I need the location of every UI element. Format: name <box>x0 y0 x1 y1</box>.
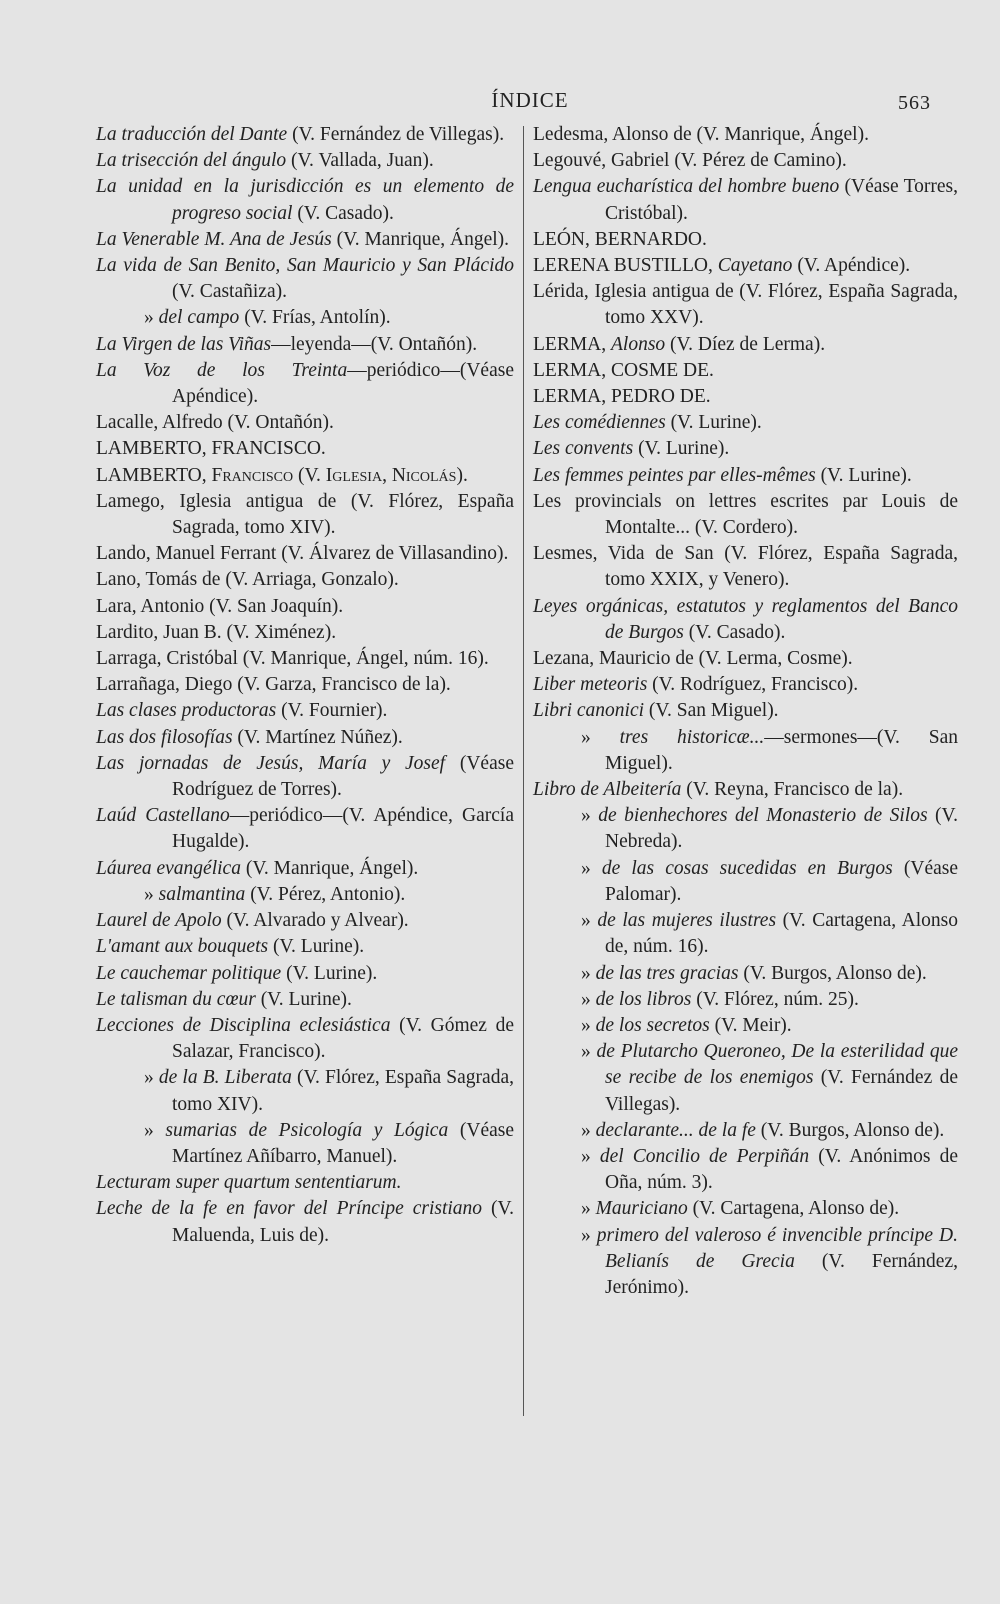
entry-text: Lamego, Iglesia antigua de (V. Flórez, España Sagrada, tomo XIV). <box>96 490 514 539</box>
index-entry <box>96 698 514 724</box>
index-entry <box>96 463 514 489</box>
entry-title: Les convents <box>533 438 634 460</box>
index-entry <box>96 358 514 410</box>
index-entry <box>533 436 958 462</box>
entry-text: (V. Lurine). <box>268 936 365 958</box>
entry-title: tres historicæ... <box>619 726 765 748</box>
page-title: ÍNDICE <box>491 88 569 112</box>
entry-text: (V. Lurine). <box>255 988 352 1010</box>
entry-text: (V. Lurine). <box>281 962 378 984</box>
index-entry <box>533 1118 958 1144</box>
entry-text: (Véase Palomar). <box>605 857 959 905</box>
entry-text: Lara, Antonio (V. San Joaquín). <box>96 595 344 617</box>
entry-text: Lérida, Iglesia antigua de (V. Flórez, España Sagrada, tomo XXV). <box>533 281 958 329</box>
entry-text: (V. Frías, Antolín). <box>239 307 391 329</box>
index-entry <box>96 227 514 253</box>
index-entry <box>96 908 514 934</box>
entry-title: Mauriciano <box>595 1198 688 1220</box>
entry-text: (V. Flórez, España Sagrada, tomo XIV). <box>172 1067 514 1115</box>
index-entry <box>96 1170 514 1196</box>
entry-text: (V. Apéndice). <box>792 255 911 277</box>
entry-text: LERMA, PEDRO DE. <box>533 386 711 408</box>
entry-title: Las clases productoras <box>96 700 277 722</box>
entry-title: Libri canonici <box>533 700 645 722</box>
left-column <box>96 122 514 1249</box>
entry-text: (V. Lurine). <box>633 438 730 460</box>
entry-title: Cayetano <box>717 255 793 277</box>
entry-text: (V. Casado). <box>683 621 786 643</box>
index-entry <box>533 148 958 174</box>
index-entry <box>96 122 514 148</box>
entry-text: Ledesma, Alonso de (V. Manrique, Ángel). <box>533 124 869 145</box>
entry-text: Larraga, Cristóbal (V. Manrique, Ángel, núm. 16). <box>96 648 489 670</box>
entry-title: primero del valeroso é invencible príncipe D. Belianís de Grecia <box>596 1224 958 1272</box>
entry-title: Las jornadas de Jesús, María y Josef <box>96 752 446 774</box>
entry-text: —leyenda—(V. Ontañón). <box>271 333 478 355</box>
entry-text: Larrañaga, Diego (V. Garza, Francisco de la). <box>96 674 451 696</box>
entry-text: Lezana, Mauricio de (V. Lerma, Cosme). <box>533 648 853 670</box>
page-number: 563 <box>898 92 931 114</box>
entry-title: Laurel de Apolo <box>96 910 222 932</box>
entry-text: (V. Fernández, Jerónimo). <box>605 1250 958 1298</box>
entry-text: (V. Vallada, Juan). <box>286 150 434 172</box>
index-entry <box>96 856 514 882</box>
entry-text: LAMBERTO, FRANCISCO. <box>96 438 326 460</box>
entry-title: Les comédiennes <box>533 412 666 434</box>
index-entry <box>96 148 514 174</box>
entry-title: de las mujeres ilustres <box>597 910 777 932</box>
entry-title: La unidad en la jurisdicción es un elemento de progreso social <box>96 176 514 224</box>
index-entry <box>533 463 958 489</box>
index-entry <box>533 672 958 698</box>
index-entry <box>533 646 958 672</box>
entry-text: (V. Cartagena, Alonso de). <box>687 1198 900 1220</box>
entry-text: (V. Reyna, Francisco de la). <box>681 779 904 801</box>
index-entry <box>533 1223 958 1302</box>
entry-text: (V. Lurine). <box>665 412 762 434</box>
index-entry <box>533 279 958 331</box>
entry-text: Legouvé, Gabriel (V. Pérez de Camino). <box>533 150 847 172</box>
entry-text: (V. Pérez, Antonio). <box>245 883 406 905</box>
entry-text: (Véase Rodríguez de Torres). <box>172 752 514 801</box>
entry-text: LAMBERTO, Francisco (V. Iglesia, Nicolás). <box>96 464 468 486</box>
index-entry <box>533 541 958 593</box>
entry-text: (V. Manrique, Ángel). <box>240 857 419 879</box>
entry-text: (Véase Martínez Añíbarro, Manuel). <box>172 1119 515 1167</box>
index-entry <box>533 384 958 410</box>
index-entry <box>533 489 958 541</box>
index-entry <box>533 227 958 253</box>
index-entry <box>533 174 958 226</box>
entry-text: (V. Flórez, núm. 25). <box>691 988 859 1010</box>
entry-text: Les provincials on lettres escrites par Louis de Montalte... (V. Cordero). <box>533 490 958 539</box>
index-entry <box>96 253 514 305</box>
index-entry <box>96 1196 514 1248</box>
entry-title: del campo <box>158 307 240 329</box>
index-entry <box>96 410 514 436</box>
entry-text: —periódico—(V. Apéndice, García Hugalde). <box>172 805 514 853</box>
entry-text: Lesmes, Vida de San (V. Flórez, España Sagrada, tomo XXIX, y Venero). <box>533 543 958 591</box>
index-entry <box>533 1144 958 1196</box>
index-entry <box>96 1118 514 1170</box>
entry-text: Lano, Tomás de (V. Arriaga, Gonzalo). <box>96 569 399 591</box>
index-entry <box>96 882 514 908</box>
entry-text: (V. Alvarado y Alvear). <box>221 910 409 932</box>
entry-title: de las tres gracias <box>595 962 739 984</box>
entry-title: de las cosas sucedidas en Burgos <box>601 857 893 879</box>
entry-text: Lacalle, Alfredo (V. Ontañón). <box>96 412 334 434</box>
entry-text: (V. Lurine). <box>815 464 912 486</box>
entry-title: La Virgen de las Viñas <box>96 333 272 355</box>
entry-title: salmantina <box>158 883 246 905</box>
entry-title: de los secretos <box>595 1014 710 1036</box>
entry-text: (V. San Miguel). <box>644 700 779 722</box>
index-entry <box>533 698 958 724</box>
entry-text: LEÓN, BERNARDO. <box>533 228 707 250</box>
index-entry <box>96 489 514 541</box>
entry-title: Las dos filosofías <box>96 726 233 748</box>
index-entry <box>533 332 958 358</box>
entry-text: (V. Nebreda). <box>605 805 958 853</box>
index-entry <box>96 567 514 593</box>
entry-text: (V. Rodríguez, Francisco). <box>647 674 859 696</box>
entry-text: Lardito, Juan B. (V. Ximénez). <box>96 621 337 643</box>
index-entry <box>96 305 514 331</box>
entry-title: de bienhechores del Monasterio de Silos <box>598 805 928 827</box>
index-entry <box>96 541 514 567</box>
page-header <box>0 88 1000 118</box>
entry-text: (V. Gómez de Salazar, Francisco). <box>172 1014 514 1063</box>
index-entry <box>533 1013 958 1039</box>
entry-title: Libro de Albeitería <box>533 779 682 801</box>
entry-text: (V. Martínez Núñez). <box>232 726 403 748</box>
entry-text: (V. Maluenda, Luis de). <box>172 1198 514 1246</box>
entry-text: (V. Anónimos de Oña, núm. 3). <box>605 1145 959 1194</box>
index-entry <box>96 751 514 803</box>
right-column <box>533 122 958 1301</box>
index-entry <box>533 1196 958 1222</box>
entry-title: sumarias de Psicología y Lógica <box>165 1119 449 1141</box>
entry-title: La Voz de los Treinta <box>96 359 348 381</box>
entry-title: Le talisman du cœur <box>96 988 256 1010</box>
entry-title: declarante... de la fe <box>595 1119 756 1141</box>
entry-title: de la B. Liberata <box>158 1067 292 1089</box>
index-entry <box>96 803 514 855</box>
entry-title: de Plutarcho Queroneo, De la esterilidad que se recibe de los enemigos <box>596 1041 959 1089</box>
entry-title: La trisección del ángulo <box>96 150 287 172</box>
index-entry <box>533 987 958 1013</box>
entry-text: (Véase Torres, Cristóbal). <box>605 176 958 224</box>
index-entry <box>96 987 514 1013</box>
entry-title: Lecciones de Disciplina eclesiástica <box>96 1014 391 1036</box>
entry-text: —sermones—(V. San Miguel). <box>605 726 959 774</box>
index-entry <box>533 253 958 279</box>
entry-text: (V. Manrique, Ángel). <box>331 228 510 250</box>
index-entry <box>533 908 958 960</box>
index-entry <box>533 1039 958 1118</box>
entry-text: Lando, Manuel Ferrant (V. Álvarez de Villasandino). <box>96 543 509 565</box>
entry-text: (V. Burgos, Alonso de). <box>738 962 927 984</box>
index-entry <box>533 725 958 777</box>
index-entry <box>533 777 958 803</box>
index-entry <box>533 803 958 855</box>
entry-text: LERMA, <box>533 333 611 355</box>
entry-text: (V. Cartagena, Alonso de, núm. 16). <box>605 910 958 958</box>
entry-title: La traducción del Dante <box>96 124 288 145</box>
entry-title: Alonso <box>611 333 666 355</box>
entry-title: Les femmes peintes par elles-mêmes <box>533 464 816 486</box>
entry-text: LERENA BUSTILLO, <box>533 255 718 277</box>
column-divider <box>523 126 524 1416</box>
entry-title: Liber meteoris <box>533 674 648 696</box>
index-entry <box>96 725 514 751</box>
entry-text: (V. Fournier). <box>276 700 388 722</box>
index-entry <box>96 594 514 620</box>
entry-title: Lecturam super quartum sententiarum. <box>96 1172 402 1194</box>
index-entry <box>533 410 958 436</box>
index-entry <box>96 672 514 698</box>
index-entry <box>533 594 958 646</box>
index-entry <box>96 436 514 462</box>
index-entry <box>96 646 514 672</box>
index-entry <box>96 174 514 226</box>
index-entry <box>533 122 958 148</box>
entry-text: (V. Fernández de Villegas). <box>287 124 505 145</box>
entry-text: (V. Fernández de Villegas). <box>605 1067 958 1115</box>
entry-title: del Concilio de Perpiñán <box>599 1145 810 1167</box>
entry-text: (V. Casado). <box>292 202 394 224</box>
entry-title: La vida de San Benito, San Mauricio y San Plácido <box>96 255 514 277</box>
index-entry <box>96 961 514 987</box>
entry-text: (V. Burgos, Alonso de). <box>755 1119 945 1141</box>
entry-title: La Venerable M. Ana de Jesús <box>96 228 332 250</box>
entry-text: (V. Díez de Lerma). <box>665 333 826 355</box>
entry-title: Laúd Castellano <box>96 805 230 827</box>
entry-title: Láurea evangélica <box>96 857 241 879</box>
entry-text: —periódico—(Véase Apéndice). <box>172 359 514 408</box>
index-entry <box>96 332 514 358</box>
index-entry <box>96 934 514 960</box>
index-entry <box>96 1065 514 1117</box>
index-entry <box>96 620 514 646</box>
entry-title: Leche de la fe en favor del Príncipe cristiano <box>96 1198 483 1220</box>
entry-title: Le cauchemar politique <box>96 962 282 984</box>
entry-text: (V. Castañiza). <box>172 281 287 303</box>
entry-title: L'amant aux bouquets <box>96 936 269 958</box>
entry-text: LERMA, COSME DE. <box>533 359 714 381</box>
entry-title: de los libros <box>595 988 692 1010</box>
entry-text: (V. Meir). <box>709 1014 792 1036</box>
index-entry <box>533 961 958 987</box>
entry-title: Leyes orgánicas, estatutos y reglamentos del Banco de Burgos <box>533 595 958 643</box>
index-entry <box>533 856 958 908</box>
index-entry <box>533 358 958 384</box>
entry-title: Lengua eucharística del hombre bueno <box>533 176 840 198</box>
index-entry <box>96 1013 514 1065</box>
